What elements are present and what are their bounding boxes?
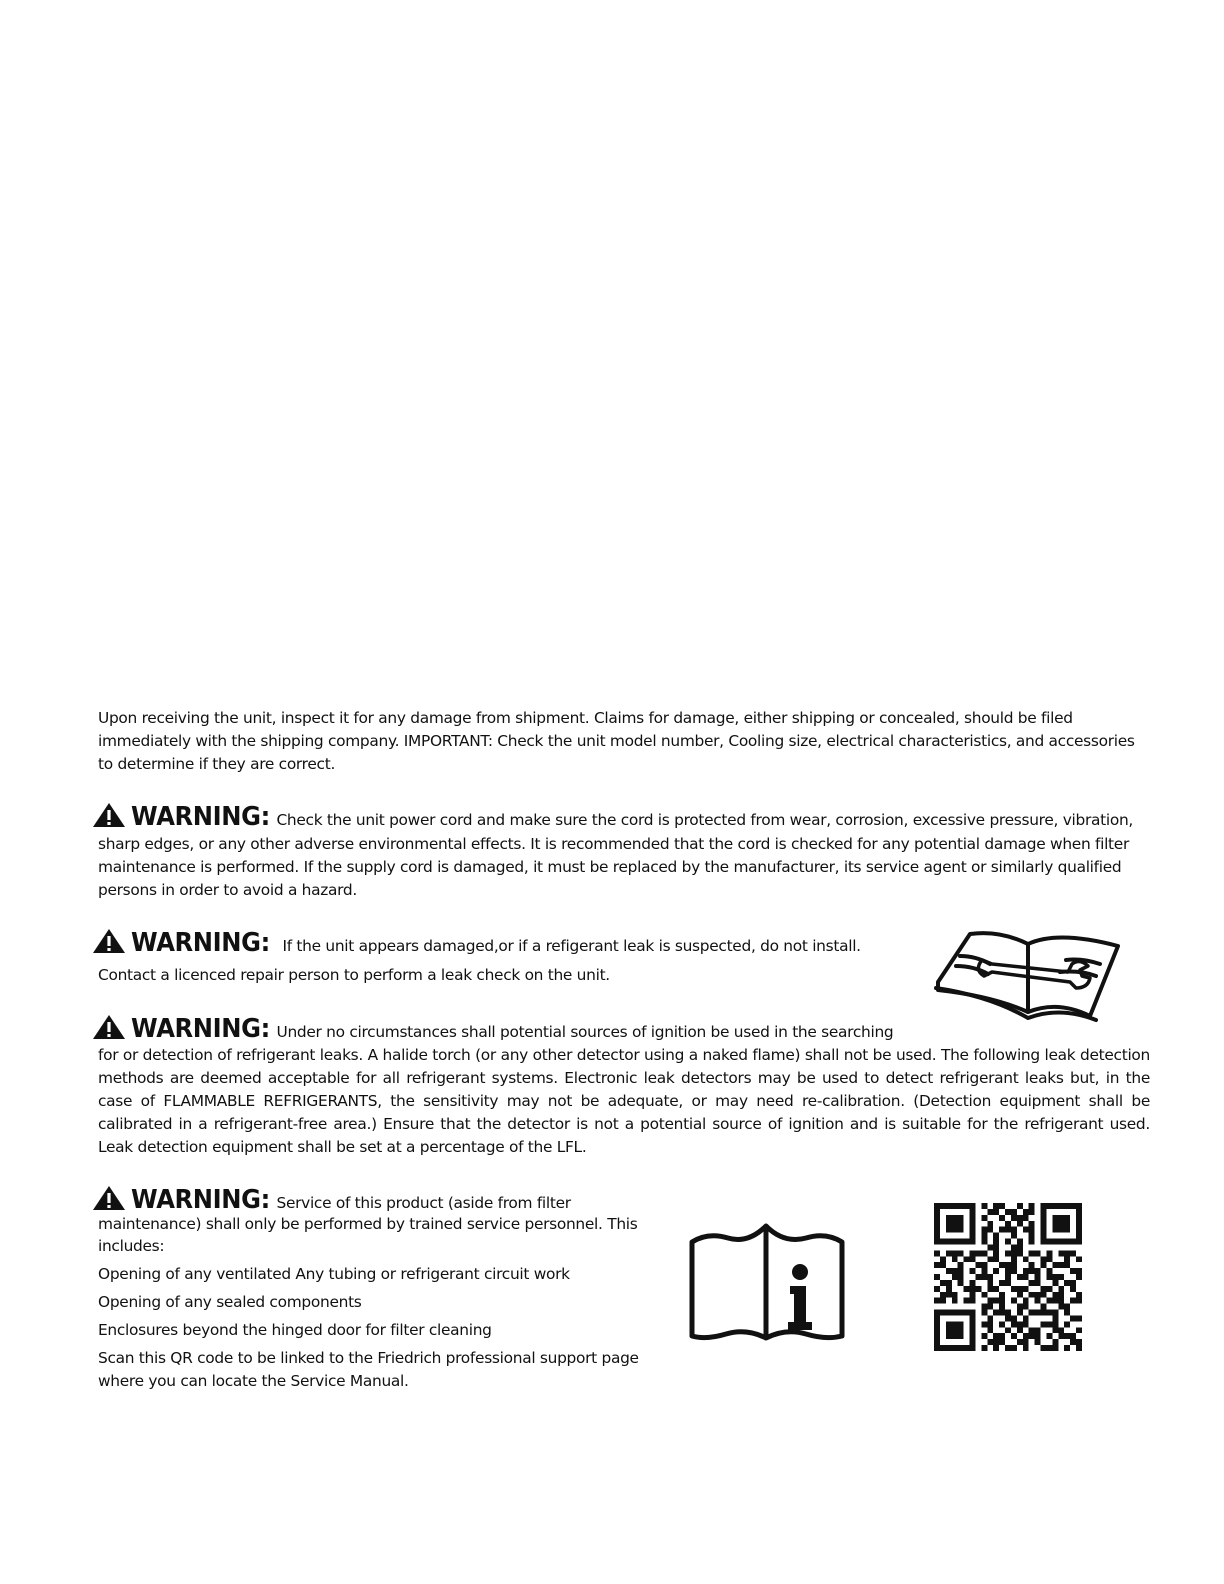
list-item: Opening of any sealed components: [98, 1293, 362, 1311]
warning-2-heading: [92, 928, 861, 958]
intro-paragraph: Upon receiving the unit, inspect it for any damage from shipment. Claims for damage, either shipping or concealed, should be filed immediately with the shipping company. IMPORTANT: Check the unit model number, Cooling size, electrical characteristics, and accessories to determine if they are correct.: [98, 709, 1135, 773]
service-manual-wrench-icon: [930, 926, 1126, 1024]
warning-1-body: sharp edges, or any other adverse environmental effects. It is recommended that the cord is checked for any potential damage when filter maintenance is performed. If the supply cord is damaged, it must be replaced by the manufacturer, its service agent or similarly qualified persons in order to avoid a hazard.: [98, 835, 1129, 899]
warning-4-first-line: Service of this product (aside from filter: [276, 1194, 571, 1212]
list-item: Scan this QR code to be linked to the Friedrich professional support page where you can locate the Service Manual.: [98, 1349, 639, 1390]
warning-3-body: for or detection of refrigerant leaks. A halide torch (or any other detector using a naked flame) shall not be used. The following leak detection methods are deemed acceptable for all refrigerant systems. Electronic leak detectors may be used to detect refrigerant leaks but, in the case of FLAMMABLE REFRIGERANTS, the sensitivity may not be adequate, or may need re-calibration. (Detection equipment shall be calibrated in a refrigerant-free area.) Ensure that the detector is not a potential source of ignition and is suitable for the refrigerant used. Leak detection equipment shall be set at a percentage of the LFL.: [98, 1046, 1150, 1156]
warning-label: WARNING:: [131, 1185, 271, 1215]
read-manual-info-icon: [686, 1218, 848, 1346]
warning-label: WARNING:: [131, 928, 271, 958]
warning-1-first-line: Check the unit power cord and make sure the cord is protected from wear, corrosion, excessive pressure, vibration,: [276, 811, 1133, 829]
warning-triangle-icon: [92, 1014, 126, 1040]
list-item: Opening of any ventilated Any tubing or refrigerant circuit work: [98, 1265, 570, 1283]
warning-3-first-line: Under no circumstances shall potential sources of ignition be used in the searching: [276, 1023, 894, 1041]
warning-3-heading: [92, 1014, 893, 1044]
warning-2-first-line: If the unit appears damaged,or if a refigerant leak is suspected, do not install.: [282, 937, 861, 955]
warning-4-heading: [92, 1185, 571, 1215]
warning-label: WARNING:: [131, 1014, 271, 1044]
warning-triangle-icon: [92, 1185, 126, 1211]
qr-code-icon: [934, 1203, 1082, 1351]
warning-4-body: maintenance) shall only be performed by trained service personnel. This includes:: [98, 1215, 638, 1255]
list-item: Enclosures beyond the hinged door for filter cleaning: [98, 1321, 492, 1339]
warning-1-heading: [92, 802, 1133, 832]
warning-2-body: Contact a licenced repair person to perform a leak check on the unit.: [98, 966, 610, 984]
warning-label: WARNING:: [131, 802, 271, 832]
warning-triangle-icon: [92, 802, 126, 828]
warning-triangle-icon: [92, 928, 126, 954]
